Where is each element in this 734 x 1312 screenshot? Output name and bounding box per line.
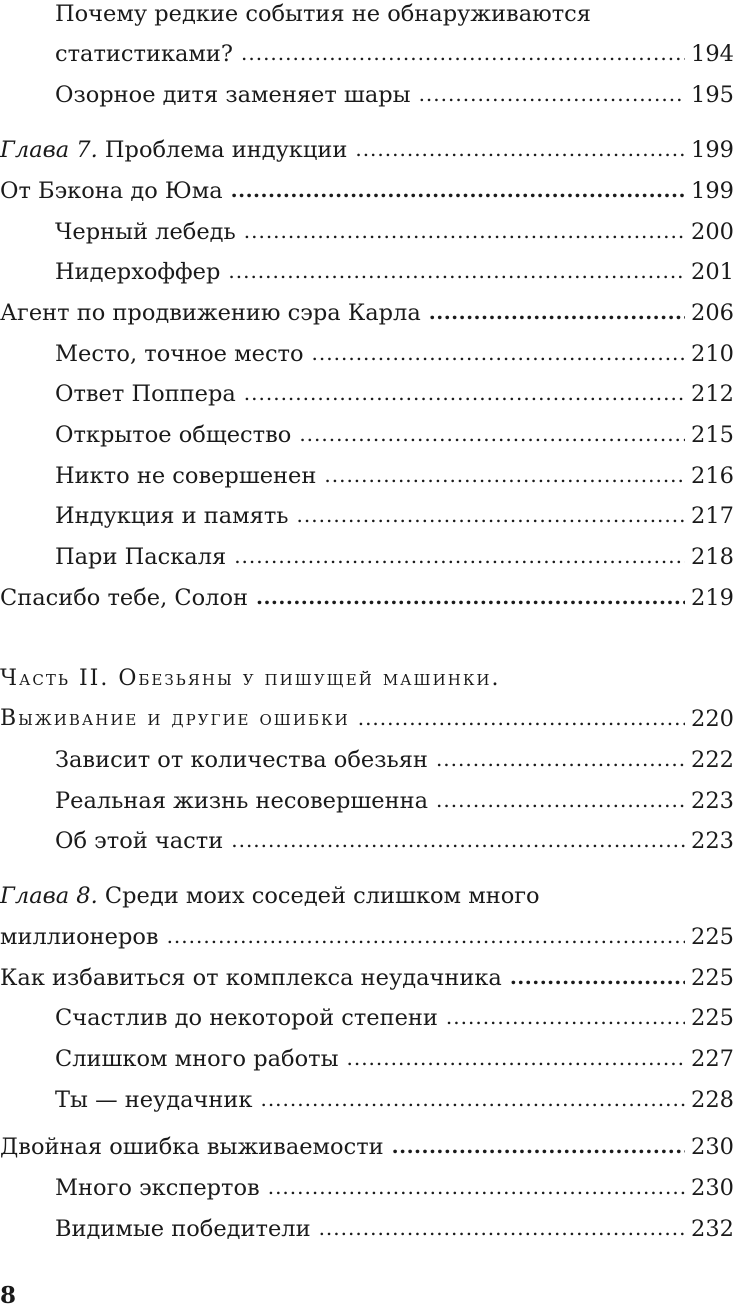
toc-page-number: 230 [691, 1175, 734, 1201]
dot-leader [436, 786, 685, 814]
toc-page-number: 195 [691, 82, 734, 108]
toc-page-number: 217 [691, 503, 734, 529]
toc-entry-text: Черный лебедь [55, 219, 236, 245]
toc-entry-title [55, 340, 304, 368]
toc-page-number: 216 [691, 463, 734, 489]
toc-entry-text: Реальная жизнь несовершенна [55, 788, 429, 814]
toc-entry-text: Среди моих соседей слишком много [97, 883, 540, 909]
toc-entry [0, 34, 734, 68]
toc-entry-text: Пари Паскаля [55, 544, 227, 570]
toc-page-number: 215 [691, 422, 734, 448]
toc-page-number: 225 [691, 965, 734, 991]
toc-entry-title [55, 40, 233, 68]
toc-entry-text: От Бэкона до Юма [0, 178, 223, 204]
dot-leader [355, 135, 685, 163]
dot-leader [256, 583, 685, 611]
toc-entry-title [0, 136, 347, 164]
toc-entry [0, 1127, 734, 1161]
toc-entry-title [55, 1004, 438, 1032]
toc-page-number: 225 [691, 924, 734, 950]
toc-entry [0, 740, 734, 774]
toc-entry [0, 998, 734, 1032]
toc-entry-title [55, 81, 411, 109]
dot-leader [231, 826, 685, 854]
toc-entry [0, 659, 734, 693]
toc-entry-text: Двойная ошибка выживаемости [0, 1134, 384, 1160]
toc-entry-title [55, 543, 226, 571]
page-number: 8 [0, 1282, 17, 1309]
toc-entry-text: Зависит от количества обезьян [55, 747, 428, 773]
toc-entry-text: Видимые победители [55, 1216, 311, 1242]
toc-entry-text: Ты — неудачник [55, 1087, 253, 1113]
dot-leader [241, 39, 685, 67]
toc-page-number: 223 [691, 788, 734, 814]
dot-leader [419, 80, 685, 108]
chapter-label: Глава 7. [0, 137, 98, 163]
toc-entry [0, 876, 734, 910]
toc-entry-title [0, 664, 501, 693]
toc-entry-text: Никто не совершенен [55, 463, 317, 489]
dot-leader [297, 501, 686, 529]
toc-entry [0, 537, 734, 571]
dot-leader [167, 922, 685, 950]
toc-entry-text: Выживание и другие ошибки [0, 706, 350, 731]
toc-page-number: 201 [691, 259, 734, 285]
toc-entry-title [55, 0, 591, 28]
dot-leader [228, 257, 685, 285]
toc-entry-text: Открытое общество [55, 422, 292, 448]
toc-entry-text: Место, точное место [55, 341, 304, 367]
toc-page-number: 194 [691, 41, 734, 67]
toc-entry [0, 1039, 734, 1073]
toc-entry [0, 699, 734, 733]
toc-entry [0, 958, 734, 992]
toc-entry-title [55, 827, 223, 855]
toc-entry-title [55, 462, 316, 490]
toc-entry [0, 917, 734, 951]
toc-entry-title [0, 1133, 384, 1161]
toc-entry-title [55, 1086, 252, 1114]
dot-leader [446, 1003, 685, 1031]
toc-entry [0, 496, 734, 530]
toc-entry-text: Много экспертов [55, 1175, 260, 1201]
toc-page-number: 223 [691, 828, 734, 854]
dot-leader [324, 461, 685, 489]
dot-leader [231, 176, 685, 204]
toc-entry [0, 415, 734, 449]
toc-page-number: 210 [691, 341, 734, 367]
toc-entry [0, 212, 734, 246]
toc-entry-title [0, 299, 421, 327]
toc-entry [0, 1209, 734, 1243]
toc-entry-text: Об этой части [55, 828, 224, 854]
toc-entry-text: Спасибо тебе, Солон [0, 585, 248, 611]
toc-entry-text: Проблема индукции [97, 137, 348, 163]
dot-leader [312, 339, 686, 367]
toc-entry [0, 130, 734, 164]
toc-page-number: 212 [691, 381, 734, 407]
toc-page-number: 227 [691, 1046, 734, 1072]
toc-entry-title [55, 1174, 260, 1202]
toc-entry-title [55, 502, 289, 530]
toc-entry [0, 1080, 734, 1114]
dot-leader [260, 1085, 685, 1113]
toc-page-number: 219 [691, 585, 734, 611]
toc-entry-title [0, 704, 350, 733]
toc-entry [0, 1168, 734, 1202]
toc-page-number: 218 [691, 544, 734, 570]
toc-entry-text: статистиками? [55, 41, 233, 67]
toc-entry-title [0, 882, 540, 910]
toc-page-number: 200 [691, 219, 734, 245]
toc-entry-text: миллионеров [0, 924, 159, 950]
dot-leader [299, 420, 685, 448]
toc-entry-text: Агент по продвижению сэра Карла [0, 300, 421, 326]
toc-page-number: 228 [691, 1087, 734, 1113]
toc-page-number: 199 [691, 137, 734, 163]
toc-entry-title [0, 177, 223, 205]
toc-entry-title [55, 1215, 311, 1243]
toc-entry [0, 578, 734, 612]
toc-entry [0, 252, 734, 286]
toc-page-number: 199 [691, 178, 734, 204]
toc-entry-title [55, 421, 291, 449]
toc-entry [0, 781, 734, 815]
toc-page-number: 225 [691, 1005, 734, 1031]
dot-leader [392, 1132, 685, 1160]
dot-leader [358, 704, 685, 732]
toc-entry-title [55, 746, 428, 774]
toc-entry [0, 821, 734, 855]
toc-entry-title [0, 584, 248, 612]
dot-leader [268, 1173, 685, 1201]
toc-entry [0, 374, 734, 408]
dot-leader [244, 379, 685, 407]
dot-leader [436, 745, 685, 773]
toc-entry-title [0, 964, 502, 992]
toc-page-number: 222 [691, 747, 734, 773]
toc-entry-text: Почему редкие события не обнаруживаются [55, 1, 591, 27]
toc-entry-title [55, 380, 236, 408]
dot-leader [346, 1044, 685, 1072]
toc-entry [0, 75, 734, 109]
dot-leader [234, 542, 685, 570]
toc-entry-text: Ответ Поппера [55, 381, 236, 407]
toc-entry [0, 0, 734, 28]
toc-entry-text: Часть II. Обезьяны у пишущей машинки. [0, 666, 501, 691]
toc-entry-title [55, 218, 236, 246]
toc-entry [0, 334, 734, 368]
toc-entry-text: Озорное дитя заменяет шары [55, 82, 411, 108]
dot-leader [319, 1214, 685, 1242]
toc-entry-text: Счастлив до некоторой степени [55, 1005, 438, 1031]
toc-entry-text: Слишком много работы [55, 1046, 339, 1072]
toc-entry-title [55, 1045, 338, 1073]
toc-page-number: 206 [691, 300, 734, 326]
toc-page-number: 220 [691, 706, 734, 732]
chapter-label: Глава 8. [0, 883, 98, 909]
toc-entry-title [55, 787, 428, 815]
toc-page-number: 232 [691, 1216, 734, 1242]
toc-entry [0, 456, 734, 490]
dot-leader [429, 298, 685, 326]
dot-leader [510, 963, 685, 991]
toc-entry-text: Нидерхоффер [55, 259, 221, 285]
dot-leader [244, 217, 685, 245]
toc-entry-text: Индукция и память [55, 503, 289, 529]
toc-entry [0, 293, 734, 327]
toc-entry-title [55, 258, 220, 286]
toc-entry-text: Как избавиться от комплекса неудачника [0, 965, 502, 991]
toc-page-number: 230 [691, 1134, 734, 1160]
toc-entry-title [0, 923, 159, 951]
toc-entry [0, 171, 734, 205]
